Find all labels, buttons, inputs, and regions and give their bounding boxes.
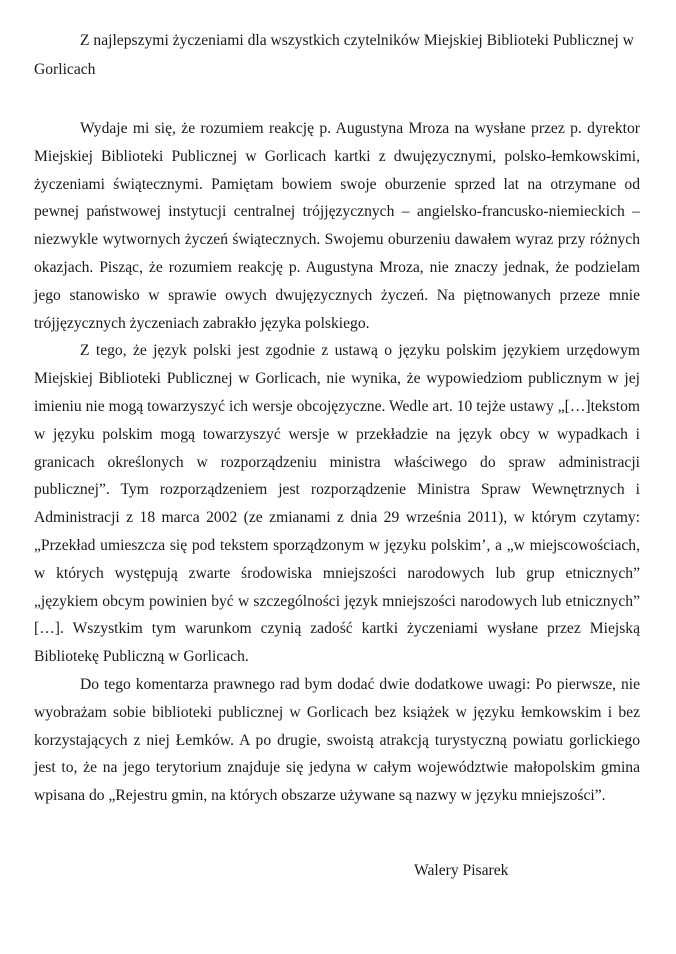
letter-greeting: Z najlepszymi życzeniami dla wszystkich czytelników Miejskiej Biblioteki Publicznej w Gorlicach bbox=[34, 32, 634, 78]
signature: Walery Pisarek bbox=[414, 862, 509, 879]
paragraph-2: Z tego, że język polski jest zgodnie z ustawą o języku polskim językiem urzędowym Miejskiej Biblioteki Publicznej w Gorlicach, nie wynika, że wypowiedziom publicznym w jej imieniu nie mogą towarzyszyć ich wersje obcojęzyczne. Wedle art. 10 tejże ustawy „[…]tekstom w języku polskim mogą towarzyszyć wersje w przekładzie na język obcy w wypadkach i granicach określonych w rozporządzeniu ministra właściwego do spraw administracji publicznej”. Tym rozporządzeniem jest rozporządzenie Ministra Spraw Wewnętrznych i Administracji z 18 marca 2002 (ze zmianami z dnia 29 września 2011), w którym czytamy: „Przekład umieszcza się pod tekstem sporządzonym w języku polskim’, a „w miejscowościach, w których występują zwarte środowiska mniejszości narodowych lub grup etnicznych” „językiem obcym powinien być w szczególności język mniejszości narodowych lub etnicznych” […]. Wszystkim tym warunkom czynią zadość kartki życzeniami wysłane przez Miejską Bibliotekę Publiczną w Gorlicach. bbox=[34, 342, 640, 666]
letter-body bbox=[34, 115, 640, 810]
paragraph-1: Wydaje mi się, że rozumiem reakcję p. Augustyna Mroza na wysłane przez p. dyrektor Miejskiej Biblioteki Publicznej w Gorlicach kartki z dwujęzycznymi, polsko-łemkowskimi, życzeniami świątecznymi. Pamiętam bowiem swoje oburzenie sprzed lat na otrzymane od pewnej państwowej instytucji centralnej trójjęzycznych – angielsko-francusko-niemieckich – niezwykle wytwornych życzeń świątecznych. Swojemu oburzeniu dawałem wyraz przy różnych okazjach. Pisząc, że rozumiem reakcję p. Augustyna Mroza, nie znaczy jednak, że podzielam jego stanowisko w sprawie owych dwujęzycznych życzeń. Na piętnowanych przeze mnie trójjęzycznych życzeniach zabrakło języka polskiego. bbox=[34, 120, 640, 332]
paragraph-3: Do tego komentarza prawnego rad bym dodać dwie dodatkowe uwagi: Po pierwsze, nie wyobrażam sobie biblioteki publicznej w Gorlicach bez książek w języku łemkowskim i bez korzystających z niej Łemków. A po drugie, swoistą atrakcją turystyczną powiatu gorlickiego jest to, że na jego terytorium znajduje się jedyna w całym województwie małopolskim gmina wpisana do „Rejestru gmin, na których obszarze używane są nazwy w języku mniejszości”. bbox=[34, 675, 640, 805]
